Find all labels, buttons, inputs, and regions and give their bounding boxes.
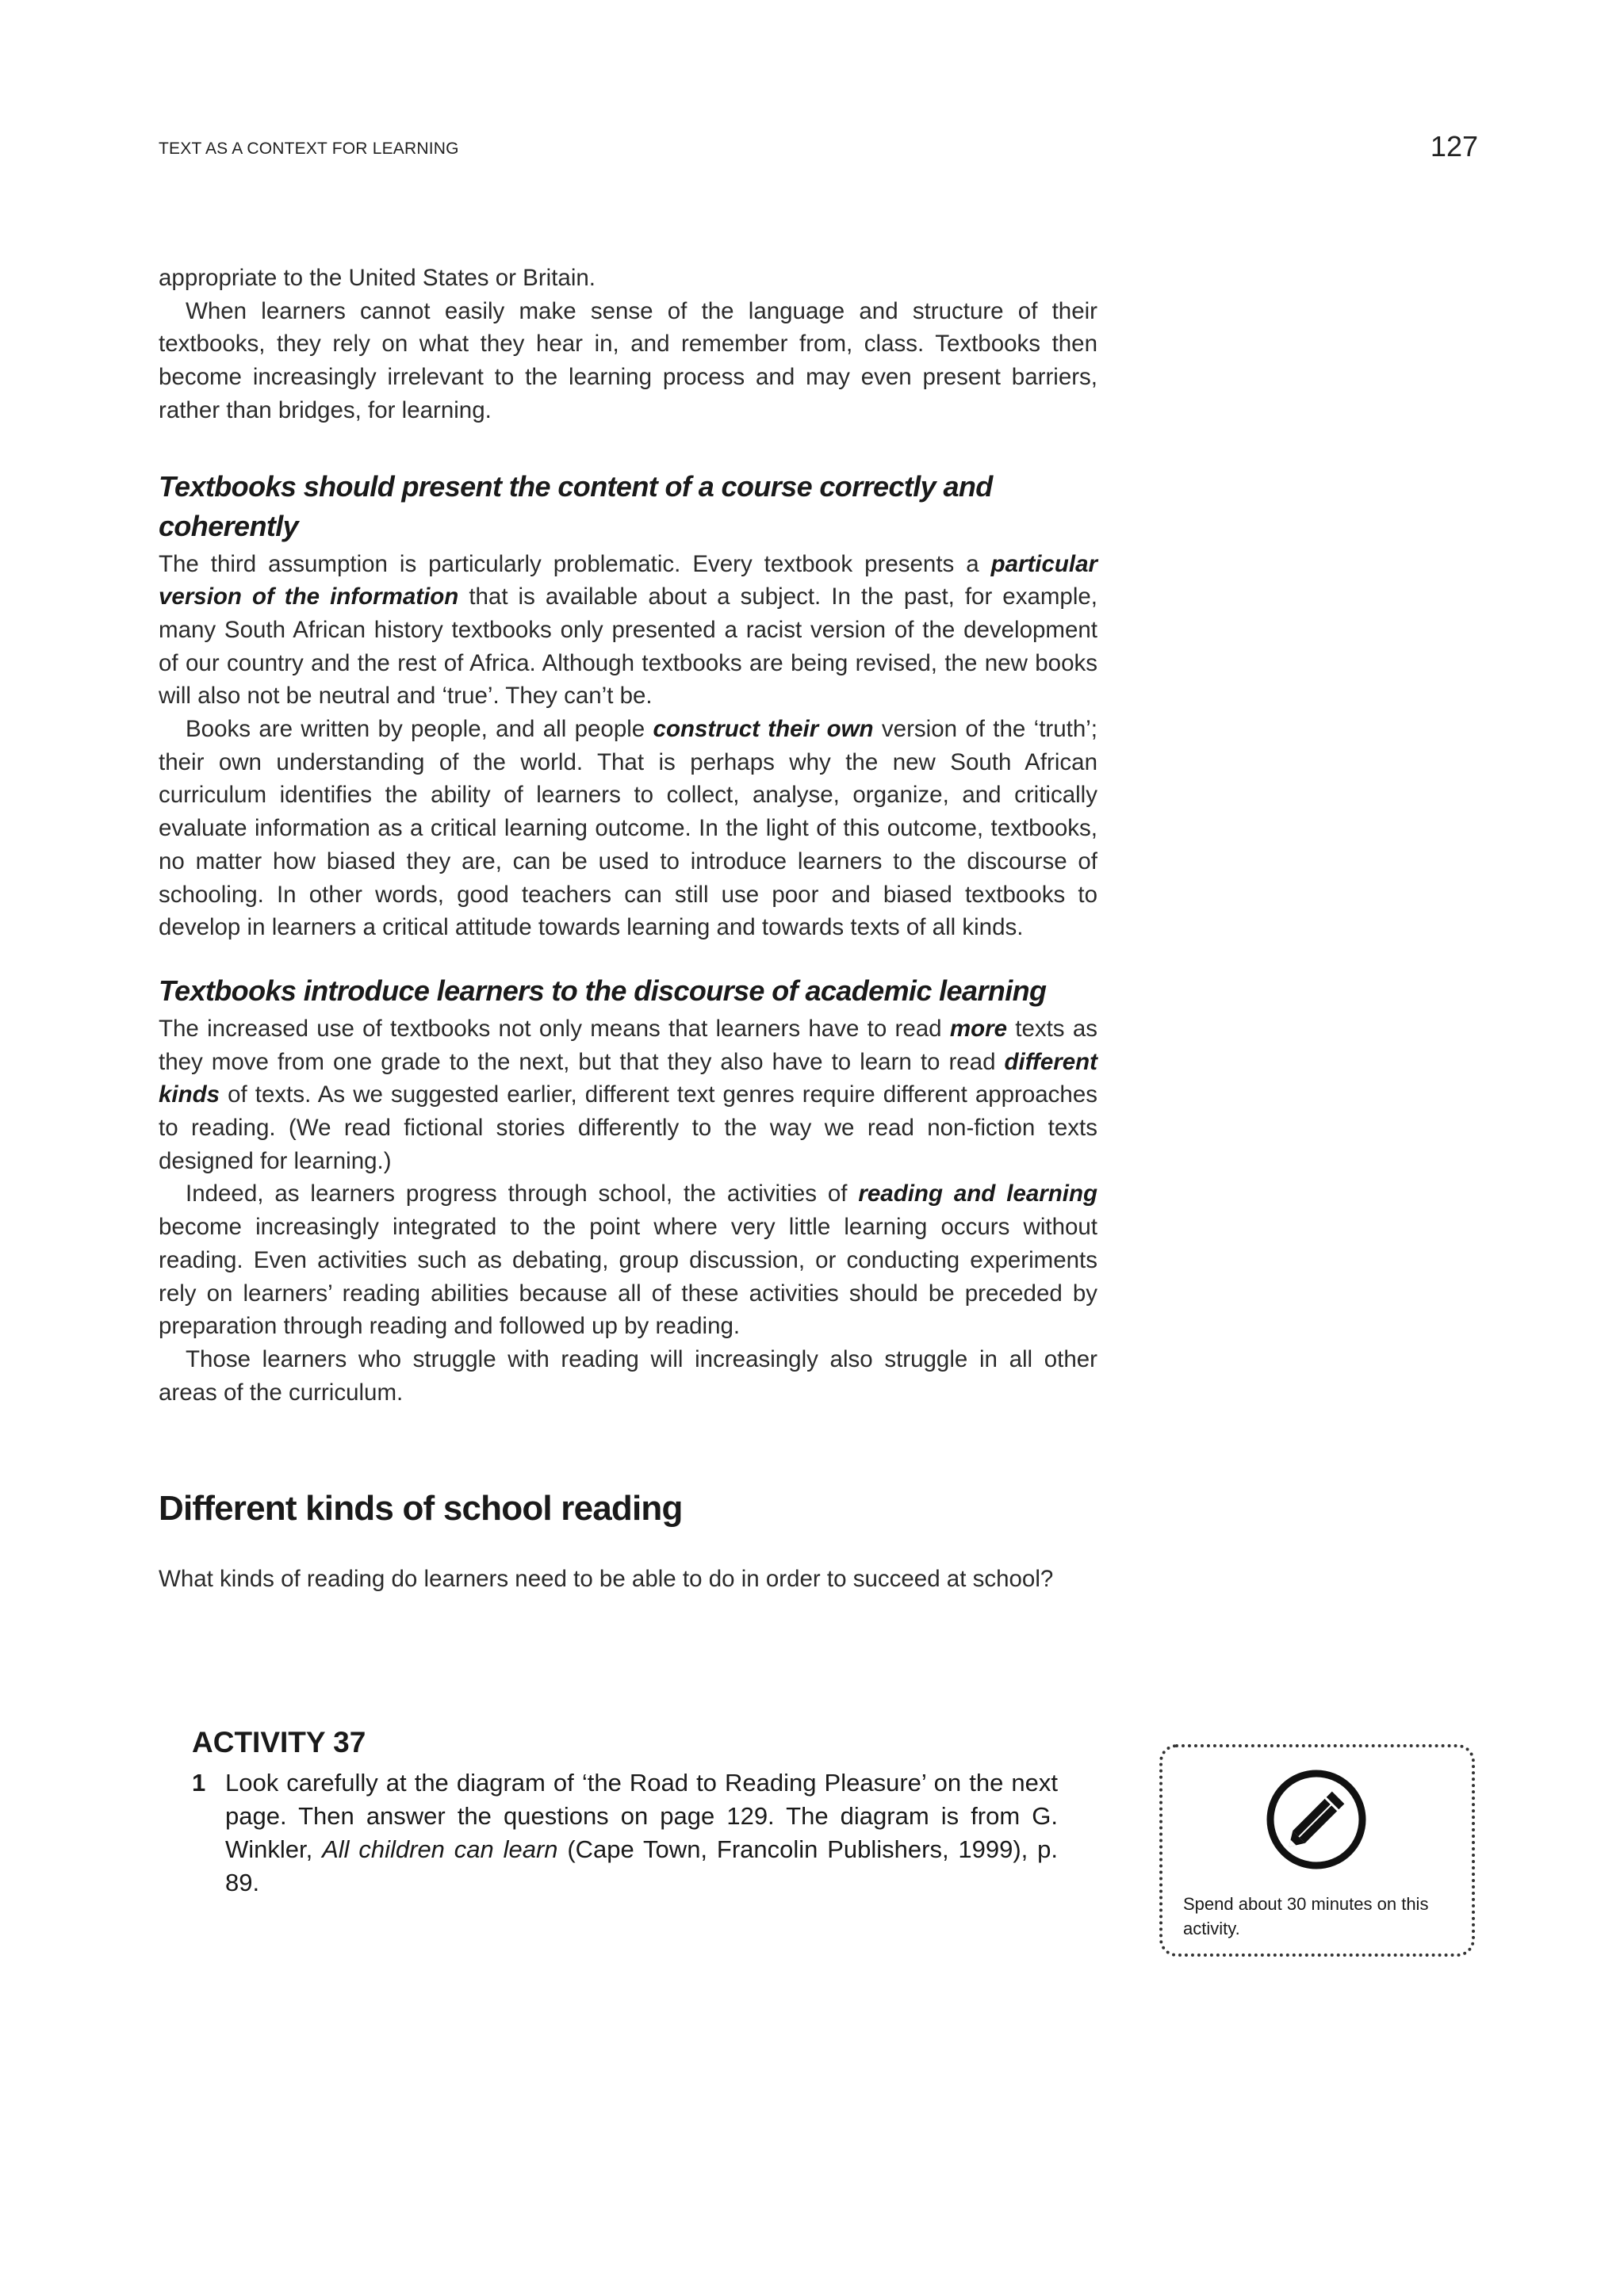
activity-title: ACTIVITY 37: [192, 1726, 366, 1758]
paragraph-increased-use: The increased use of textbooks not only means that learners have to read more texts as they move from one grade to the next, but that they also have to learn to read different kinds of texts. As we suggested earlier, different text genres require different approaches to reading. (We read fictional stories differently to the way we read non-fiction texts designed for learning.): [159, 1015, 1097, 1174]
subheading-academic-discourse: Textbooks introduce learners to the discourse of academic learning: [159, 974, 1047, 1007]
activity-block: [192, 1725, 1064, 1900]
paragraph-kinds-of-reading: What kinds of reading do learners need to be able to do in order to succeed at school?: [159, 1566, 1054, 1593]
activity-item: [192, 1766, 1064, 1900]
running-head: TEXT AS A CONTEXT FOR LEARNING: [159, 140, 459, 158]
subheading-correct-content: Textbooks should present the content of a course correctly and coherently: [159, 469, 993, 542]
emphasis-construct-own: construct their own: [653, 716, 874, 743]
paragraph-third-assumption: The third assumption is particularly problematic. Every textbook presents a particular version of the information that is available about a subject. In the past, for example, many South African history textbooks only presented a racist version of the development of our country and the rest of Africa. Although textbooks are being revised, the new books will also not be neutral and ‘true’. They can’t be.: [159, 550, 1097, 710]
paragraph-reading-and-learning: Indeed, as learners progress through school, the activities of reading and learning become increasingly integrated to the point where very little learning occurs without reading. Even activities such as debating, group discussion, or conducting experiments rely on learners’ reading abilities because all of these activities should be preceded by preparation through reading and followed up by reading.: [159, 1181, 1097, 1340]
paragraph-textbooks-irrelevant: When learners cannot easily make sense of the language and structure of their textbooks, they rely on what they hear in, and remember from, class. Textbooks then become increasingly irrelevant to the learning process and may even present barriers, rather than bridges, for learning.: [159, 297, 1097, 423]
book-title: All children can learn: [322, 1835, 558, 1863]
pencil-icon: [1265, 1768, 1368, 1871]
time-note-text: Spend about 30 minutes on this activity.: [1183, 1894, 1429, 1938]
emphasis-more: more: [949, 1015, 1007, 1042]
main-text-column: [159, 262, 1097, 1596]
page-number: 127: [1430, 130, 1478, 163]
paragraph-construct-truth: Books are written by people, and all people construct their own version of the ‘truth’; their own understanding of the world. That is perhaps why the new South African curriculum identifies the ability of learners to collect, analyse, organize, and critically evaluate information as a critical learning outcome. In the light of this outcome, textbooks, no matter how biased they are, can be used to introduce learners to the discourse of schooling. In other words, good teachers can still use poor and biased textbooks to develop in learners a critical attitude towards learning and towards texts of all kinds.: [159, 716, 1097, 941]
paragraph-struggling-learners: Those learners who struggle with reading will increasingly also struggle in all other areas of the curriculum.: [159, 1345, 1097, 1406]
emphasis-reading-and-learning: reading and learning: [858, 1181, 1097, 1207]
activity-time-note: [1159, 1744, 1475, 1957]
emphasis-particular-version: particular version of the information: [159, 550, 1097, 610]
activity-item-number: 1: [192, 1769, 206, 1797]
emphasis-different-kinds: different kinds: [159, 1048, 1097, 1108]
section-heading: Different kinds of school reading: [159, 1489, 683, 1529]
paragraph-continuation: appropriate to the United States or Britain.: [159, 265, 596, 291]
activity-item-text: Look carefully at the diagram of ‘the Road to Reading Pleasure’ on the next page. Then answer the questions on page 129. The diagram is from G. Winkler, All children can learn (Cape Town, Francolin Publishers, 1999), p. 89.: [225, 1769, 1058, 1896]
